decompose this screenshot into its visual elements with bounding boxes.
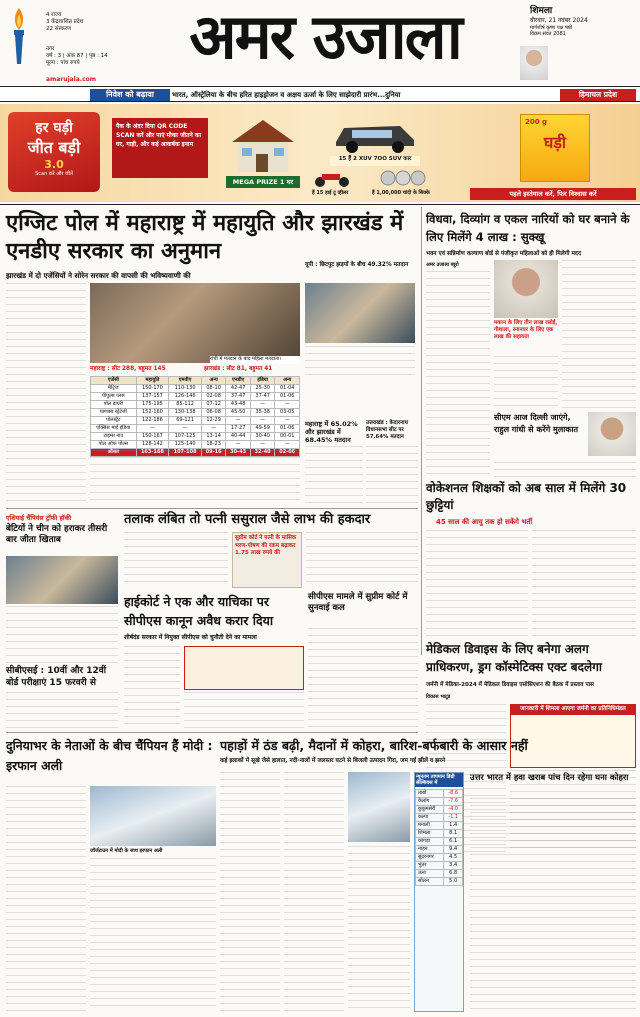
weather-headline: पहाड़ों में ठंड बढ़ी, मैदानों में कोहरा, बारिश-बर्फबारी के आसार नहीं — [220, 738, 528, 753]
portrait-photo — [520, 46, 548, 80]
ad-tagline: Scan करें और जीतें — [35, 171, 73, 178]
ticker-text: भारत, ऑस्ट्रेलिया के बीच हरित हाइड्रोजन व अक्षय ऊर्जा के लिए साझेदारी प्रारंभ...दुनिया — [172, 91, 401, 99]
ad-version: 3.0 — [44, 157, 64, 171]
edition-info: मूल्य : पांच रुपये — [46, 60, 80, 66]
ad-offer: पैक के अंदर दिया QR CODE SCAN करें और पाएं मौका जीतने का घर, गाड़ी, और कई आकर्षक इनाम — [112, 118, 208, 178]
court-box — [184, 646, 304, 690]
table-row: ऊना 6.8 — [416, 870, 463, 878]
table-row: एक्सिस माई इंडिया — — — 17-27 49-59 01-06 — [91, 425, 300, 433]
turnout-head: महाराष्ट्र में 65.02% और झारखंड में 68.45% मतदान — [305, 420, 358, 444]
edition-badge: 22 संस्करण — [46, 26, 72, 32]
poll-header: महायुति — [136, 377, 169, 385]
teaser-note: सुप्रीम कोर्ट ने पत्नी के मासिक भरण-पोषण की रकम बढ़ाकर 1.75 लाख रुपये की — [235, 535, 297, 556]
poll-title-jharkhand: झारखंड : सीट 81, बहुमत 41 — [204, 366, 273, 372]
coins-icon — [378, 168, 428, 188]
masthead — [0, 0, 640, 84]
hindi-date: मार्गशीर्ष कृष्ण पक्ष षष्ठी — [530, 24, 573, 31]
poll-header: अन्य — [201, 377, 226, 385]
edition-badge: 3 केंद्रशासित प्रदेश — [46, 19, 84, 25]
court-headline: हाईकोर्ट ने एक और याचिका पर सीपीएस कानून अवैध करार दिया — [124, 594, 274, 628]
lead-photo — [90, 283, 300, 363]
table-row: कुकुमसेरी -4.0 — [416, 806, 463, 814]
region-label: हिमाचल प्रदेश — [560, 89, 636, 101]
table-row: पीपुल्स प्लस 137-157 126-146 02-08 37-47 37-47 01-06 — [91, 393, 300, 401]
table-row: ताबो -8.6 — [416, 790, 463, 798]
rahul-photo — [588, 412, 636, 456]
lead-subhead: झारखंड में दो एजेंसियों ने सोरेन सरकार की वापसी की भविष्यवाणी की — [6, 271, 191, 280]
ticker-label: निवेश को बढ़ावा — [90, 89, 170, 101]
right-photo-caption: मकान के लिए तीन लाख रसोई, गौशाला, स्नानघर के लिए एक लाख की सहायता — [494, 320, 558, 340]
table-row: पोलस्ट्रैट 122-186 69-121 12-29 — — — — [91, 417, 300, 425]
cbse-headline: सीबीएसई : 10वीं और 12वीं बोर्ड परीक्षाएं 15 फरवरी से — [6, 666, 107, 688]
ad-headline-1: हर घड़ी — [35, 120, 73, 136]
medical-headline: मेडिकल डिवाइस के लिए बनेगा अलग प्राधिकरण, ड्रग कॉस्मेटिक्स एक्ट बदलेगा — [426, 642, 603, 674]
table-row: टाइम्स नाउ 150-167 107-125 13-14 40-44 30-40 00-01 — [91, 433, 300, 441]
up-caption: यूपी : छिटपुट झड़पों के बीच 49.32% मतदान — [305, 262, 409, 268]
table-row: कल्पा -1.1 — [416, 814, 463, 822]
court-strap: शीर्षदंड सरकार में नियुक्त सीपीएस को चुनौती देने का मामला — [124, 634, 257, 641]
temp-table — [414, 772, 464, 1012]
bike-icon — [312, 168, 352, 188]
poll-header: एनडीए — [226, 377, 251, 385]
table-row: सुंदरनगर 4.5 — [416, 854, 463, 862]
ticker-bar — [0, 86, 640, 102]
table-row: कांगड़ा 6.1 — [416, 838, 463, 846]
temp-table-title: न्यूनतम तापमान डिग्री सेल्सियस में — [415, 773, 463, 787]
up-photo — [305, 283, 415, 343]
ad-footer: पहले इस्तेमाल करें, फिर विश्वास करें — [470, 188, 636, 200]
right-headline: विधवा, दिव्यांग व एकल नारियों को घर बनाने के लिए मिलेंगे 4 लाख : सुक्खू — [426, 212, 630, 244]
city-name: शिमला — [530, 6, 553, 16]
torch-logo-icon — [8, 6, 30, 68]
hockey-headline: बेटियों ने चीन को हराकर तीसरी बार जीता खिताब — [6, 524, 108, 545]
advertisement — [0, 104, 640, 202]
ad-bike: हैं 15 हाई टू व्हीलर — [312, 190, 349, 196]
teaser-headline: तलाक लंबित तो पत्नी ससुराल जैसे लाभ की हकदार — [124, 512, 371, 527]
product-pack — [520, 114, 590, 182]
vocational-subhead: 45 साल की आयु तक हो सकेंगे भर्ती — [436, 518, 533, 526]
table-row: शिमला 8.1 — [416, 830, 463, 838]
poll-title-maharashtra: महाराष्ट्र : सीट 288, बहुमत 145 — [90, 366, 166, 372]
website-link[interactable]: amarujala.com — [46, 76, 97, 83]
exit-poll-table — [90, 376, 300, 455]
issue-date: वीरवार, 21 नवंबर 2024 — [530, 17, 588, 25]
samvat: विक्रम संवत 2081 — [530, 31, 566, 37]
table-row: औसत 163-168 107-108 09-16 30-43 32-40 02-06 — [91, 449, 300, 457]
teaser-box — [232, 532, 302, 588]
world-photo — [90, 786, 216, 846]
lead-headline: एग्जिट पोल में महाराष्ट्र में महायुति और झारखंड में एनडीए सरकार का अनुमान — [6, 211, 404, 264]
poll-header: अन्य — [275, 377, 300, 385]
kedarnath-head: उत्तराखंड : केदारनाथ विधानसभा सीट पर 57.64% मतदान — [366, 420, 408, 440]
edition-badge: 4 राज्य — [46, 12, 62, 18]
house-icon — [226, 114, 300, 174]
newspaper-title: अमर उजाला — [189, 0, 461, 73]
table-row: नाहन 9.4 — [416, 846, 463, 854]
medical-subhead: जर्मनी में मेडिका-2024 में मेडिकल डिवाइस एसोसिएशन की बैठक में प्रस्ताव पास — [426, 682, 594, 688]
brand-name: घड़ी — [543, 132, 567, 152]
poll-header: एमवीए — [169, 377, 202, 385]
hockey-kicker: एशियाई चैंपियंस ट्रॉफी हॉकी — [6, 514, 72, 522]
edition-info: नगर — [46, 46, 55, 52]
right-subhead: भवन एवं सन्निर्माण कल्याण बोर्ड से पंजीकृत महिलाओं को ही मिलेगी मदद — [426, 251, 582, 257]
pack-weight: 200 g — [525, 118, 548, 126]
poll-header: एजेंसी — [91, 377, 137, 385]
medical-box-title: जानकारी में शिमला आएगा जर्मनी का प्रतिनिधिमंडल — [510, 704, 636, 714]
hockey-photo — [6, 556, 118, 604]
table-row: पोल डायरी 175-195 85-112 07-12 43-48 — — — [91, 401, 300, 409]
cm-delhi-headline: सीएम आज दिल्ली जाएंगे, राहुल गांधी से करेंगे मुलाकात — [494, 413, 579, 434]
cm-photo — [494, 260, 558, 318]
table-row: केलांग -7.6 — [416, 798, 463, 806]
table-row: सोलन 5.0 — [416, 878, 463, 886]
car-icon — [330, 114, 420, 154]
medical-byline: विकास भाटूड — [426, 694, 451, 700]
ad-silver: हैं 1,00,000 चांदी के सिक्के — [372, 190, 430, 196]
edition-info: वर्ष : 3 | अंक 87 | पृष्ठ : 14 — [46, 53, 108, 59]
ad-headline-2: जीत बड़ी — [27, 137, 81, 157]
table-row: भुंतर 3.4 — [416, 862, 463, 870]
table-row: मैट्रिज 150-170 110-130 08-10 42-47 25-30 01-04 — [91, 385, 300, 393]
ad-suv: 15 हैं 2 XUV 7OO SUV कार — [330, 156, 420, 166]
vocational-headline: वोकेशनल शिक्षकों को अब साल में मिलेंगे 30 छुट्टियां — [426, 481, 627, 512]
world-caption: जॉर्जटाउन में मोदी के साथ इरफान अली — [90, 848, 163, 854]
mega-prize: MEGA PRIZE 1 घर — [226, 176, 300, 188]
world-headline: दुनियाभर के नेताओं के बीच चैंपियन हैं मोदी : इरफान अली — [6, 738, 213, 773]
table-row: मनाली 1.4 — [416, 822, 463, 830]
poll-header: इंडिया — [250, 377, 275, 385]
lead-photo-caption: रांची में मतदान के बाद महिला मतदाता। — [210, 356, 300, 364]
weather-photo — [348, 772, 410, 842]
table-row: चाणक्य स्ट्रेटेजी 152-160 130-138 06-08 45-50 35-38 03-05 — [91, 409, 300, 417]
north-india-headline: उत्तर भारत में हवा खराब पांच दिन रहेगा घना कोहरा — [470, 772, 629, 782]
table-row: पोल ऑफ पोल्स 128-142 125-140 18-23 — — — — [91, 441, 300, 449]
weather-subhead: कई इलाकों में सूखे जैसे हालात, नदी-नालों में जलस्तर घटने से बिजली उत्पादन गिरा, जम गईं झीलें व झरने — [220, 758, 446, 764]
right-byline: अमर उजाला ब्यूरो — [426, 262, 459, 268]
cps-headline: सीपीएस मामले में सुप्रीम कोर्ट में सुनवाई कल — [308, 592, 408, 613]
